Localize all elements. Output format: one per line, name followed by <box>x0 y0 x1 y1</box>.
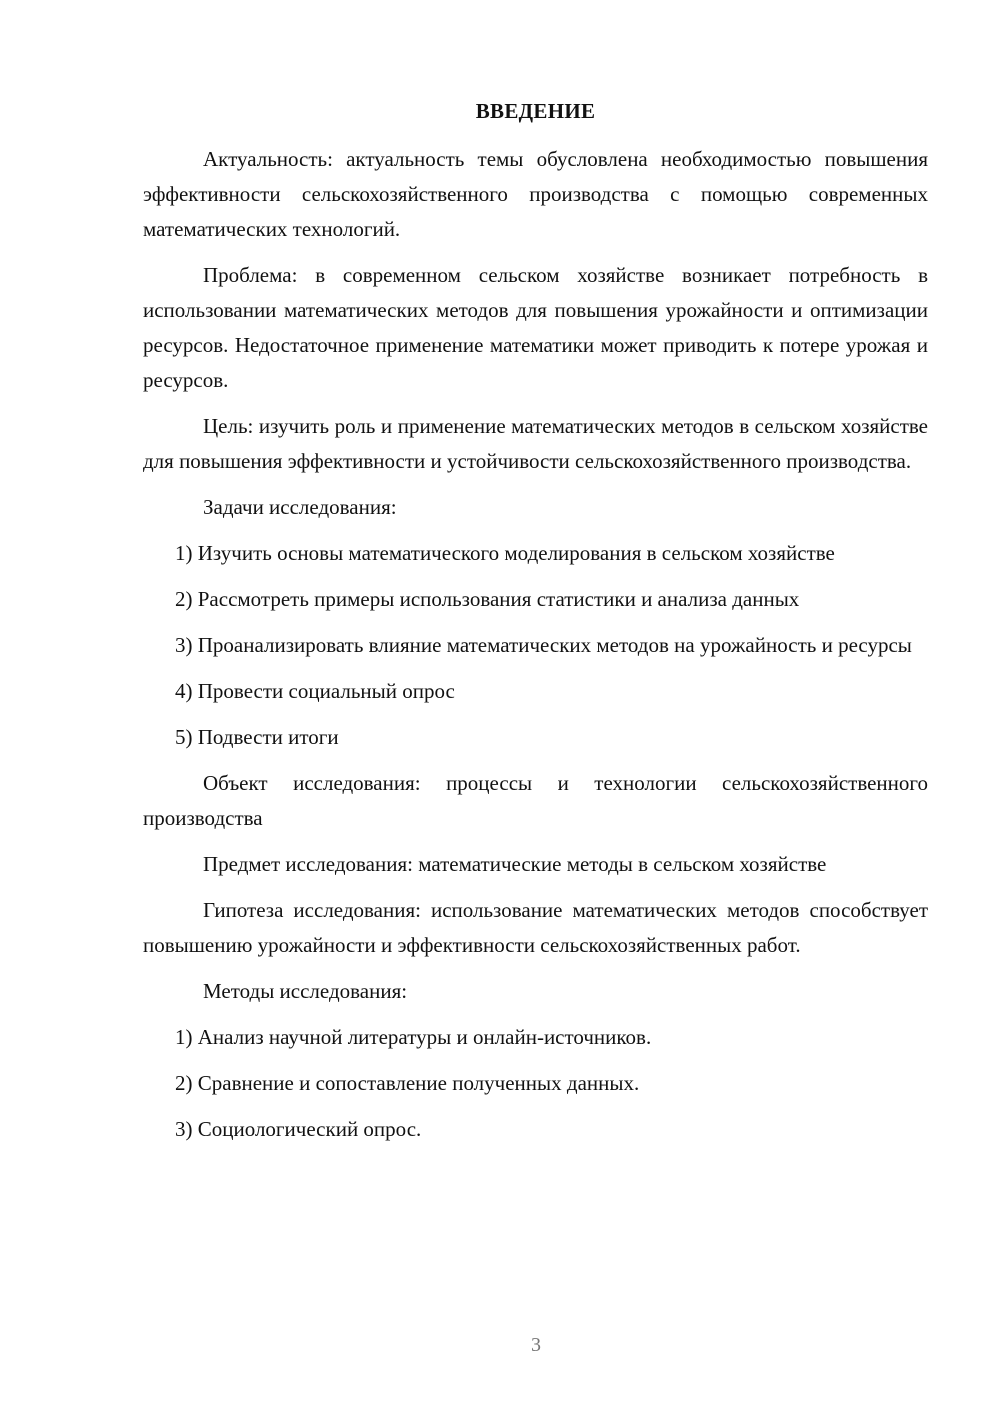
goal-paragraph: Цель: изучить роль и применение математических методов в сельском хозяйстве для повышения эффективности и устойчивости сельскохозяйственного производства. <box>143 414 928 473</box>
tasks-heading: Задачи исследования: <box>203 495 397 519</box>
method-item: 1) Анализ научной литературы и онлайн-источников. <box>175 1025 652 1049</box>
task-item: 2) Рассмотреть примеры использования статистики и анализа данных <box>175 587 800 611</box>
task-item: 1) Изучить основы математического моделирования в сельском хозяйстве <box>175 541 835 565</box>
task-item: 4) Провести социальный опрос <box>175 679 455 703</box>
task-item: 3) Проанализировать влияние математических методов на урожайность и ресурсы <box>175 633 912 657</box>
hypothesis-paragraph: Гипотеза исследования: использование математических методов способствует повышению урожайности и эффективности сельскохозяйственных работ. <box>143 898 928 957</box>
object-paragraph: Объект исследования: процессы и технологии сельскохозяйственного производства <box>143 771 928 830</box>
page-title: ВВЕДЕНИЕ <box>475 99 596 123</box>
methods-heading: Методы исследования: <box>203 979 408 1003</box>
method-item: 3) Социологический опрос. <box>175 1117 422 1141</box>
page-content <box>143 96 928 1147</box>
relevance-paragraph: Актуальность: актуальность темы обусловлена необходимостью повышения эффективности сельскохозяйственного производства с помощью современных математических технологий. <box>143 147 928 241</box>
page-number: 3 <box>531 1334 541 1356</box>
method-item: 2) Сравнение и сопоставление полученных данных. <box>175 1071 640 1095</box>
task-item: 5) Подвести итоги <box>175 725 339 749</box>
subject-paragraph: Предмет исследования: математические методы в сельском хозяйстве <box>203 852 827 876</box>
problem-paragraph: Проблема: в современном сельском хозяйстве возникает потребность в использовании математических методов для повышения урожайности и оптимизации ресурсов. Недостаточное применение математики может приводить к потере урожая и ресурсов. <box>143 263 928 392</box>
